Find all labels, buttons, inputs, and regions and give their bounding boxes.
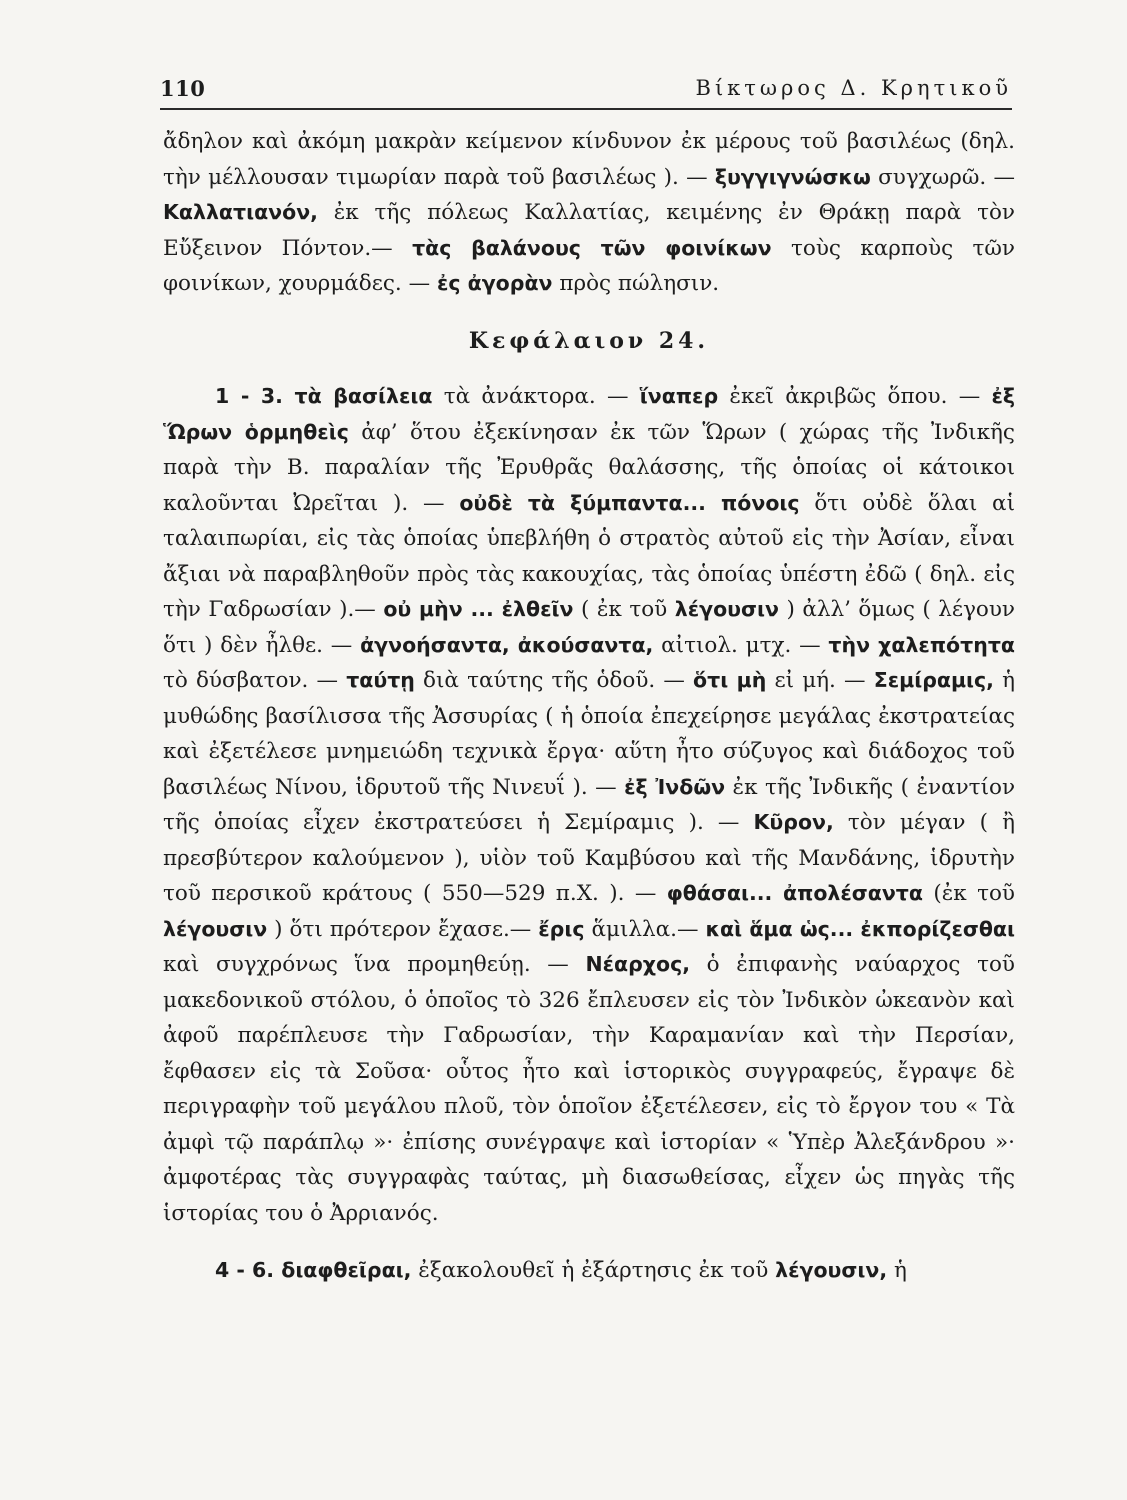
- bold-term: οὐδὲ τὰ ξύμπαντα... πόνοις: [459, 490, 800, 515]
- bold-term: ἐξ Ὥρων ὁρμηθεὶς: [163, 384, 1015, 444]
- page-header: [160, 72, 1012, 110]
- bold-term: τὴν χαλεπότητα: [828, 632, 1015, 657]
- gloss-text: τὰ ἀνάκτορα. —: [432, 384, 640, 409]
- gloss-text: ) ὅτι πρότερον ἔχασε.—: [267, 916, 539, 942]
- bold-term: ταύτῃ: [346, 668, 415, 692]
- gloss-text: τὸ δύσβατον. —: [163, 668, 347, 693]
- gloss-text: ἐκ τῆς Ἰνδικῆς ( ἐναντίον τῆς ὁποίας εἶχεν ἐκστρατεύσει ἡ Σεμίραμις ). —: [163, 774, 1016, 835]
- gloss-text: ) ἀλλ’ ὅμως ( λέγουν ὅτι ) δὲν ἦλθε. —: [163, 597, 1016, 658]
- gloss-text: ἄδηλον καὶ ἀκόμη μακρὰν κείμενον κίνδυνον ἐκ μέρους τοῦ βασιλέως (δηλ. τὴν μέλλουσαν τιμωρίαν παρὰ τοῦ βασιλέως ). —: [163, 129, 1015, 190]
- gloss-text: ὅτι οὐδὲ ὅλαι αἱ ταλαιπωρίαι, εἰς τὰς ὁποίας ὑπεβλήθη ὁ στρατὸς αὐτοῦ εἰς τὴν Ἀσίαν, εἶναι ἄξιαι νὰ παραβληθοῦν πρὸς τὰς κακουχίας, τὰς ὁποίας ὑπέστη ἐδῶ ( δηλ. εἰς τὴν Γαδρωσίαν ).—: [163, 490, 1016, 622]
- gloss-text: τὸν μέγαν ( ἢ πρεσβύτερον καλούμενον ), υἱὸν τοῦ Καμβύσου καὶ τῆς Μανδάνης, ἱδρυτὴν τοῦ περσικοῦ κράτους ( 550—529 π.Χ. ). —: [163, 810, 1015, 906]
- bold-term: ἀγνοήσαντα, ἀκούσαντα,: [360, 632, 654, 657]
- paragraph-glossary-continued: [163, 124, 1015, 302]
- bold-term: 4 - 6. διαφθεῖραι,: [215, 1258, 412, 1282]
- bold-term: λέγουσιν: [674, 597, 779, 621]
- gloss-text: αἰτιολ. μτχ. —: [653, 632, 829, 658]
- gloss-text: ( ἐκ τοῦ: [573, 597, 675, 622]
- gloss-text: ἐξακολουθεῖ ἡ ἐξάρτησις ἐκ τοῦ: [411, 1258, 776, 1283]
- page-number: 110: [160, 76, 206, 101]
- bold-term: ὅτι μὴ: [693, 668, 767, 692]
- gloss-text: καὶ συγχρόνως ἵνα προμηθεύῃ. —: [163, 952, 586, 977]
- bold-term: Καλλατιανόν,: [163, 200, 318, 224]
- gloss-text: ὁ ἐπιφανὴς ναύαρχος τοῦ μακεδονικοῦ στόλου, ὁ ὁποῖος τὸ 326 ἔπλευσεν εἰς τὸν Ἰνδικὸν ὠκεανὸν καὶ ἀφοῦ παρέπλευσε τὴν Γαδρωσίαν, τὴν Καραμανίαν καὶ τὴν Περσίαν, ἔφθασεν εἰς τὰ Σοῦσα· οὗτος ἦτο καὶ ἱστορικὸς συγγραφεύς, ἔγραψε δὲ περιγραφὴν τοῦ μεγάλου πλοῦ, τὸν ὁποῖον ἐξετέλεσεν, εἰς τὸ ἔργον του « Τὰ ἀμφὶ τῷ παράπλῳ »· ἐπίσης συνέγραψε καὶ ἱστορίαν « Ὑπὲρ Ἀλεξάνδρου »· ἀμφοτέρας τὰς συγγραφὰς ταύτας, μὴ διασωθείσας, εἶχεν ὡς πηγὰς τῆς ἱστορίας του ὁ Ἀρριανός.: [163, 952, 1015, 1226]
- gloss-text: πρὸς πώλησιν.: [552, 271, 720, 296]
- gloss-text: διὰ ταύτης τῆς ὁδοῦ. —: [414, 668, 694, 693]
- gloss-text: ἐκ τῆς πόλεως Καλλατίας, κειμένης ἐν Θράκῃ παρὰ τὸν Εὔξεινον Πόντον.—: [163, 200, 1015, 261]
- gloss-text: ἅμιλλα.—: [584, 916, 706, 942]
- bold-term: καὶ ἅμα ὡς... ἐκπορίζεσθαι: [705, 916, 1016, 941]
- gloss-text: ἡ: [887, 1258, 907, 1283]
- bold-term: τὰς βαλάνους τῶν φοινίκων: [412, 235, 772, 260]
- chapter-heading: Κεφάλαιον 24.: [468, 327, 710, 354]
- gloss-text: ἀφ’ ὅτου ἐξεκίνησαν ἐκ τῶν Ὥρων ( χώρας τῆς Ἰνδικῆς παρὰ τὴν Β. παραλίαν τῆς Ἐρυθρᾶς θαλάσσης, τῆς ὁποίας οἱ κάτοικοι καλοῦνται Ὠρεῖται ). —: [163, 419, 1015, 516]
- bold-term: Κῦρον,: [753, 810, 834, 834]
- text-body: [163, 124, 1015, 1289]
- bold-term: λέγουσιν: [163, 916, 268, 941]
- bold-term: οὐ μὴν ... ἐλθεῖν: [383, 597, 574, 621]
- bold-term: 1 - 3. τὰ βασίλεια: [215, 384, 433, 408]
- running-title: Βίκτωρος Δ. Κρητικοῦ: [695, 76, 1012, 100]
- bold-term: ἔρις: [538, 916, 585, 941]
- gloss-text: ἡ μυθώδης βασίλισσα τῆς Ἀσσυρίας ( ἡ ὁποία ἐπεχείρησε μεγάλας ἐκστρατείας καὶ ἐξετέλεσε μνημειώδη τεχνικὰ ἔργα· αὕτη ἦτο σύζυγος καὶ διάδοχος τοῦ βασιλέως Νίνου, ἱδρυτοῦ τῆς Νινευΐ ). —: [163, 668, 1016, 800]
- bold-term: ἐς ἀγορὰν: [436, 271, 553, 295]
- bold-term: Νέαρχος,: [585, 952, 691, 976]
- bold-term: λέγουσιν,: [775, 1258, 888, 1282]
- gloss-text: ἐκεῖ ἀκριβῶς ὅπου. —: [718, 384, 992, 409]
- paragraph-section-1-3: [163, 379, 1015, 1231]
- bold-term: ἵναπερ: [639, 384, 719, 408]
- gloss-text: εἰ μή. —: [766, 668, 874, 693]
- bold-term: ξυγγιγνώσκω: [714, 164, 871, 189]
- bold-term: Σεμίραμις,: [873, 668, 994, 692]
- paragraph-section-4-6: [163, 1253, 1015, 1289]
- gloss-text: (ἐκ τοῦ: [922, 881, 1015, 906]
- gloss-text: τοὺς καρποὺς τῶν φοινίκων, χουρμάδες. —: [163, 235, 1015, 296]
- bold-term: φθάσαι... ἀπολέσαντα: [666, 881, 923, 905]
- gloss-text: συγχωρῶ. —: [870, 164, 1015, 190]
- bold-term: ἐξ Ἰνδῶν: [624, 774, 726, 799]
